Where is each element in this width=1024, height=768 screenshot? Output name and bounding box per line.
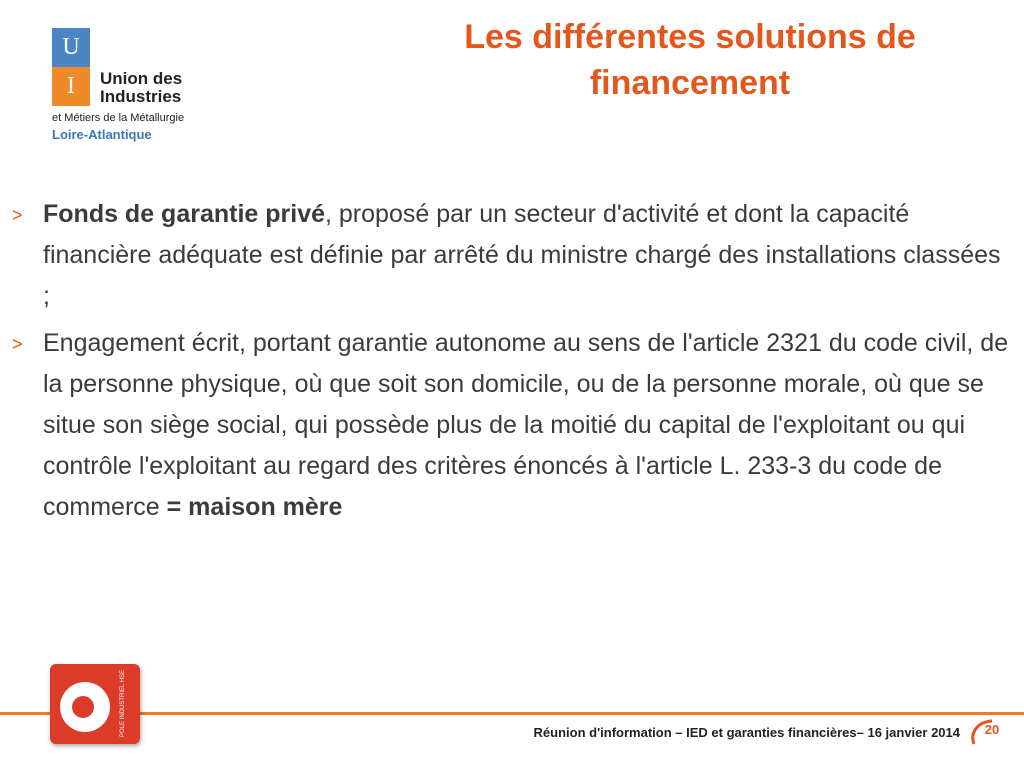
pole-industriel-badge (50, 664, 140, 744)
footer-divider (0, 712, 1024, 715)
uimm-logo (50, 28, 210, 146)
bullet-bold-text: = maison mère (166, 493, 343, 521)
slide-title (360, 14, 1020, 106)
bullet-bold-text: Fonds de garantie privé (43, 200, 326, 228)
bullet-text: Engagement écrit, portant garantie autonome au sens de l'article 2321 du code civil, de la personne physique, où que soit son domicile, ou de la personne morale, où que se situe son siège social, qui possède plus de la moitié du capital de l'exploitant ou qui contrôle l'exploitant au regard des critères énoncés à l'article L. 233-3 du code de commerce (43, 329, 1009, 521)
badge-helmet-center (72, 696, 94, 718)
logo-name-line2: Industries (100, 87, 182, 106)
logo-name (100, 70, 182, 106)
logo-subtitle: et Métiers de la Métallurgie (52, 112, 185, 124)
bullet-marker: > (12, 205, 23, 225)
logo-letter-u: U (52, 28, 90, 67)
logo-name-line1: Union des (100, 69, 183, 88)
page-number: 20 (984, 722, 1000, 737)
badge-text: PÔLE INDUSTRIEL HSE (120, 669, 126, 737)
bullet-list (12, 194, 1012, 534)
slide-title-line2: financement (589, 64, 791, 102)
footer-caption: Réunion d'information – IED et garanties financières– 16 janvier 2014 (533, 725, 960, 740)
logo-letter-i: I (52, 67, 90, 106)
logo-region: Loire-Atlantique (52, 127, 152, 142)
slide-title-line1: Les différentes solutions de (464, 18, 916, 56)
bullet-item (12, 323, 1012, 528)
bullet-text: , proposé par un secteur d'activité et dont la capacité financière adéquate est définie par arrêté du ministre chargé des installations classées ; (43, 200, 1001, 310)
bullet-marker: > (12, 334, 23, 354)
logo-mark (52, 28, 90, 106)
bullet-item (12, 194, 1012, 317)
